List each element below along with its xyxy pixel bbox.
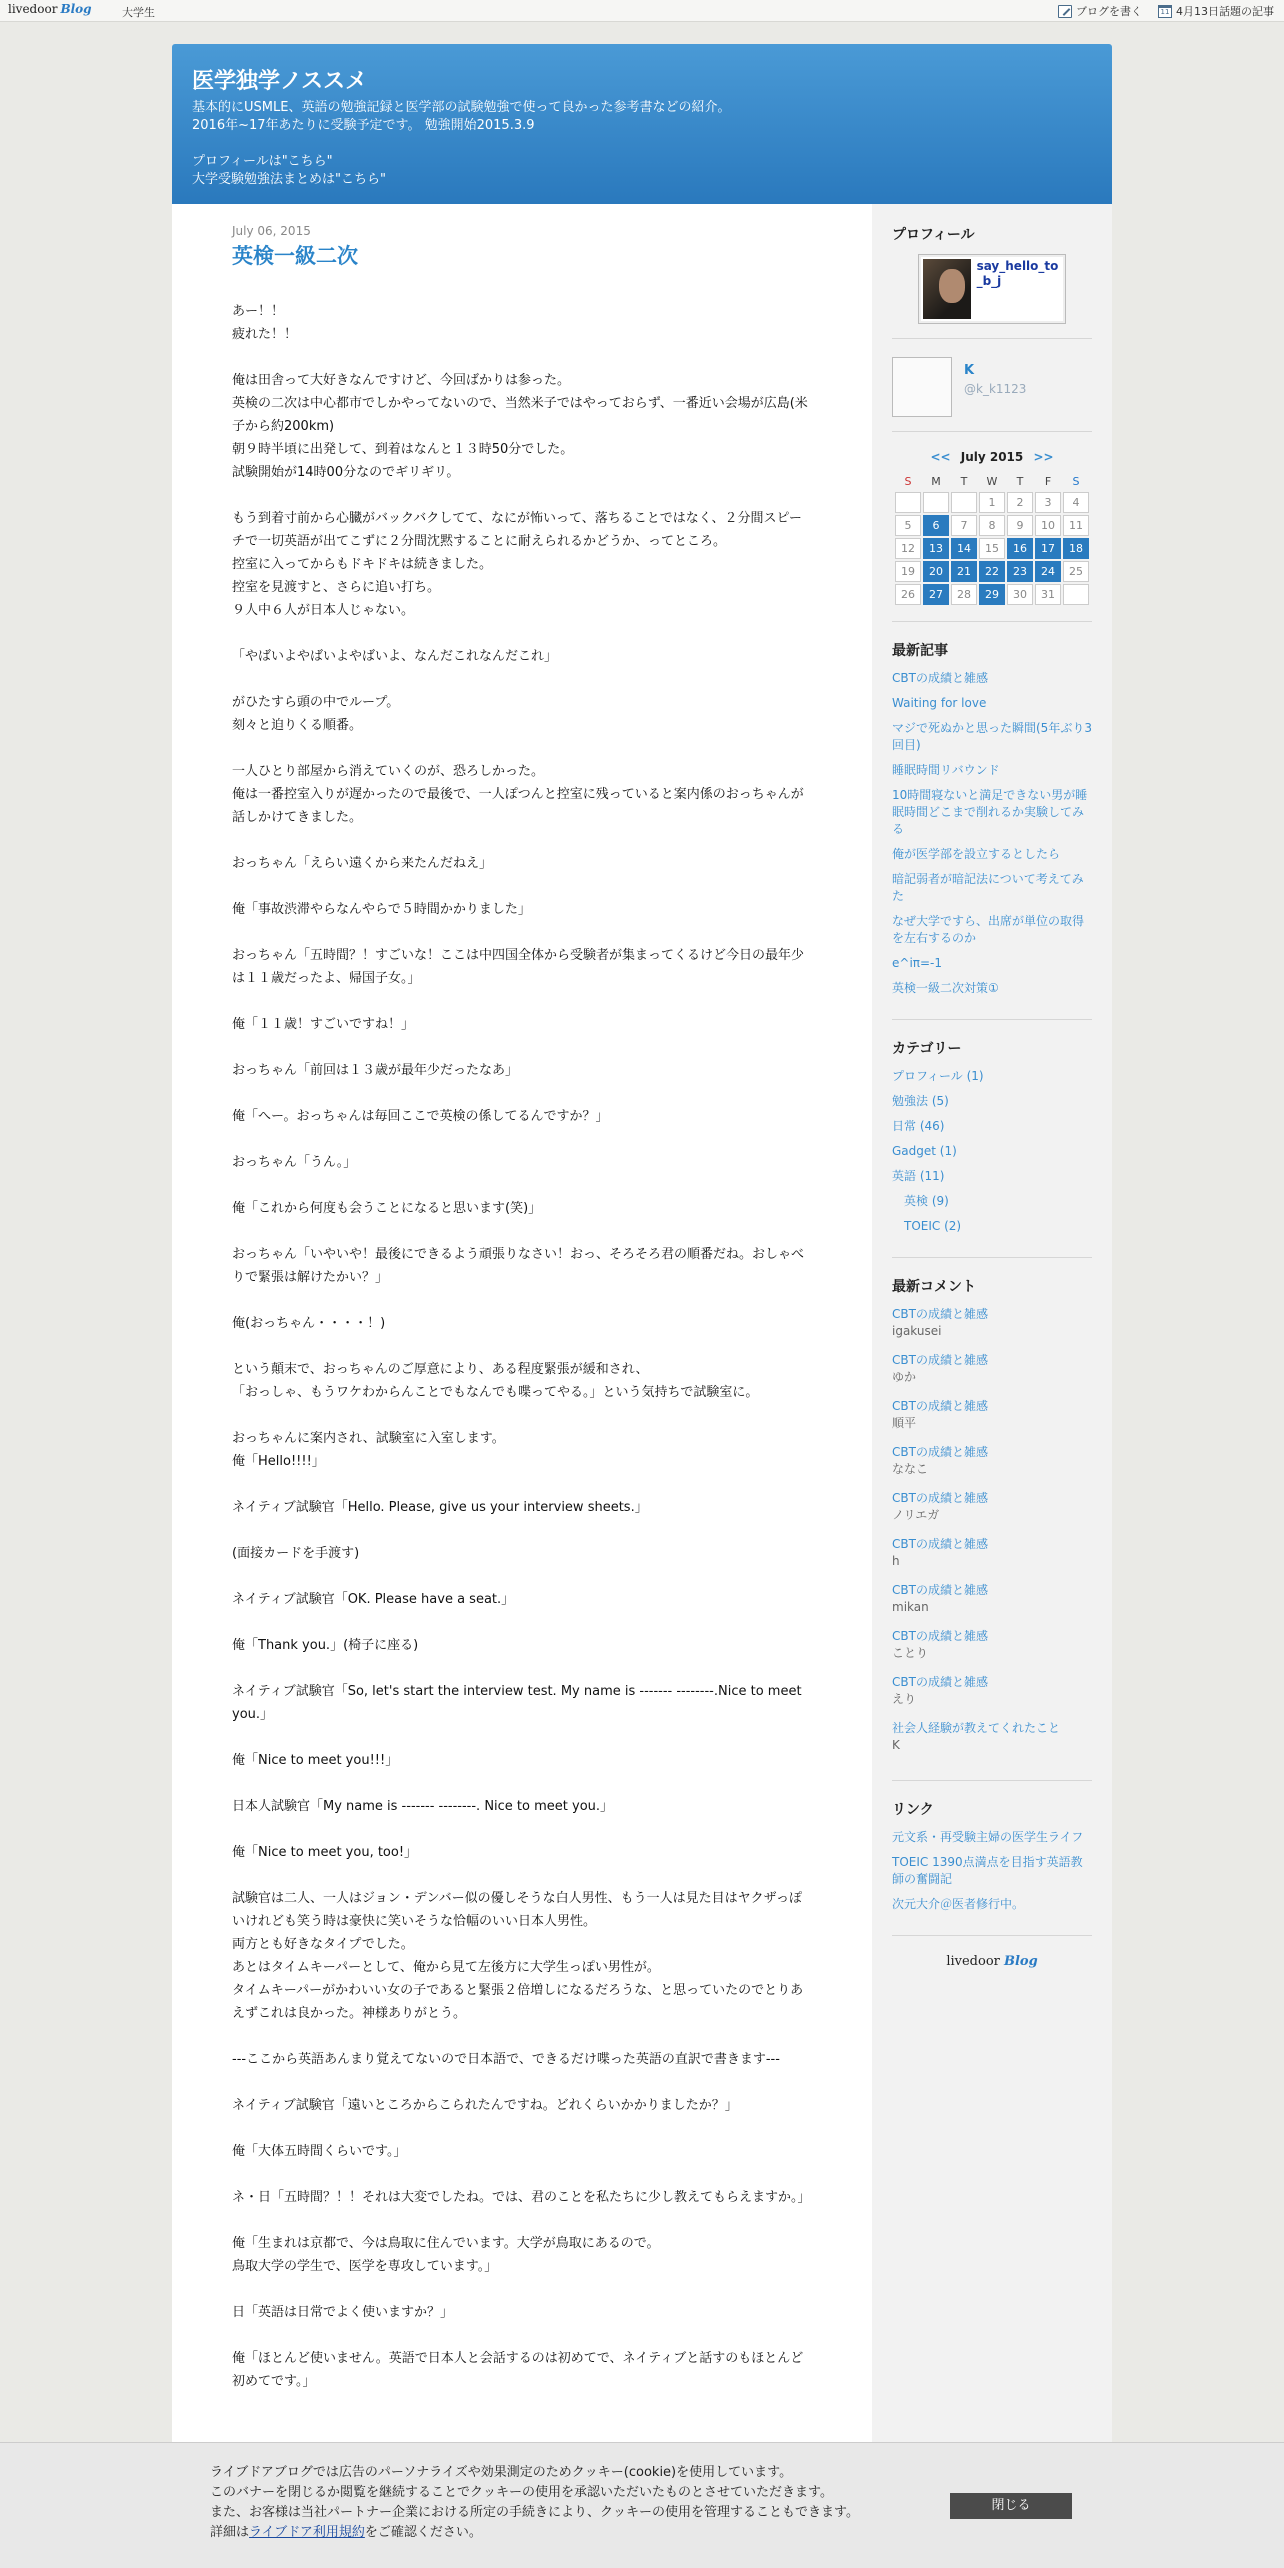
article-paragraph: 俺「１１歳！すごいですね！」 <box>232 1017 415 1032</box>
profile-card[interactable] <box>918 254 1066 324</box>
comment-author: 順平 <box>892 1416 917 1430</box>
article-paragraph: おっちゃん「五時間？！すごいな！ここは中四国全体から受験者が集まってくるけど今日の最年少は１１歳だったよ、帰国子女。」 <box>232 948 805 986</box>
article-paragraph: (面接カードを手渡す) <box>232 1546 360 1561</box>
article-paragraph: 日「英語は日常でよく使いますか？」 <box>232 2305 454 2320</box>
category-heading: カテゴリー <box>892 1041 962 1057</box>
links-section <box>892 1799 1092 1936</box>
topics-label: 4月13日話題の記事 <box>1176 5 1274 18</box>
comments-heading: 最新コメント <box>892 1279 976 1295</box>
header-desc-line: 基本的にUSMLE、英語の勉強記録と医学部の試験勉強で使って良かった参考書などの紹介。 <box>192 100 731 115</box>
calendar-day[interactable]: 6 <box>923 515 949 536</box>
footer-logo[interactable] <box>892 1954 1092 1969</box>
author-name[interactable]: K <box>964 363 975 378</box>
calendar-next-link[interactable]: >> <box>1033 450 1054 464</box>
article-paragraph: ネ・日「五時間？！！それは大変でしたね。では、君のことを私たちに少し教えてもらえますか。」 <box>232 2190 811 2205</box>
calendar-empty-cell <box>1063 584 1089 605</box>
category-section <box>892 1038 1092 1258</box>
calendar-empty-cell <box>895 492 921 513</box>
blog-description <box>192 99 1092 189</box>
comment-author: h <box>892 1554 900 1568</box>
recent-article-link[interactable]: e^iπ=-1 <box>892 956 943 970</box>
comment-author: igakusei <box>892 1324 942 1338</box>
calendar-week <box>895 561 1089 582</box>
calendar-day[interactable]: 14 <box>951 538 977 559</box>
recent-article-link[interactable]: 10時間寝ないと満足できない男が睡眠時間どこまで削れるか実験してみる <box>892 788 1088 836</box>
comment-author: ノリエガ <box>892 1508 940 1522</box>
terms-link[interactable]: ライブドア利用規約 <box>249 2525 365 2540</box>
article-paragraph: という顛末で、おっちゃんのご厚意により、ある程度緊張が緩和され、 「おっしゃ、もうワケわからんことでもなんでも喋ってやる。」という気持ちで試験室に。 <box>232 1362 759 1400</box>
cookie-detail-prefix: 詳細は <box>210 2525 250 2540</box>
category-link[interactable]: プロフィール (1) <box>892 1069 984 1083</box>
category-link[interactable]: 英検 (9) <box>904 1194 949 1208</box>
blog-header <box>172 44 1112 204</box>
profile-heading: プロフィール <box>892 227 975 243</box>
header-desc-line[interactable]: 大学受験勉強法まとめは"こちら" <box>192 172 386 187</box>
calendar-day: 25 <box>1063 561 1089 582</box>
cookie-banner <box>0 2442 1284 2568</box>
article-paragraph: 俺「これから何度も会うことになると思います(笑)」 <box>232 1201 542 1216</box>
profile-name[interactable]: say_hello_to_b_j <box>976 259 1059 288</box>
calendar-section <box>892 450 1092 622</box>
comment-article-link[interactable]: CBTの成績と雑感 <box>892 1537 988 1551</box>
external-link[interactable]: 次元大介＠医者修行中。 <box>892 1897 1025 1911</box>
logo-blog-text: Blog <box>60 2 92 16</box>
article-paragraph: 俺「Nice to meet you, too!」 <box>232 1845 418 1860</box>
cookie-detail <box>210 2523 930 2543</box>
calendar-day: 30 <box>1007 584 1033 605</box>
author-avatar[interactable] <box>892 357 952 417</box>
comment-author: K <box>892 1738 900 1752</box>
comment-author: えり <box>892 1692 917 1706</box>
external-link[interactable]: TOEIC 1390点満点を目指す英語教師の奮闘記 <box>892 1855 1083 1886</box>
article-title[interactable]: 英検一級二次 <box>232 244 358 268</box>
cookie-line: このバナーを閉じるか閲覧を継続することでクッキーの使用を承認いただいたものとさせていただきます。 <box>210 2485 833 2500</box>
article-paragraph: ---ここから英語あんまり覚えてないので日本語で、できるだけ喋った英語の直訳で書きます--- <box>232 2052 780 2067</box>
category-link[interactable]: Gadget (1) <box>892 1144 957 1158</box>
comment-author: ななこ <box>892 1462 929 1476</box>
blog-title[interactable]: 医学独学ノススメ <box>192 68 368 93</box>
calendar-weekday: S <box>904 474 912 488</box>
calendar-day[interactable]: 27 <box>923 584 949 605</box>
recent-heading: 最新記事 <box>892 643 948 659</box>
profile-section <box>892 224 1092 339</box>
category-link[interactable]: 英語 (11) <box>892 1169 945 1183</box>
article-paragraph: おっちゃん「前回は１３歳が最年少だったなあ」 <box>232 1063 519 1078</box>
article-paragraph: 日本人試験官「My name is ------- --------. Nice to meet you.」 <box>232 1799 614 1814</box>
calendar-day: 2 <box>1007 492 1033 513</box>
calendar-day: 4 <box>1063 492 1089 513</box>
article-paragraph: 俺「へー。おっちゃんは毎回ここで英検の係してるんですか？」 <box>232 1109 609 1124</box>
cookie-detail-suffix: をご確認ください。 <box>364 2525 482 2540</box>
article-paragraph: がひたすら頭の中でループ。 刻々と迫りくる順番。 <box>232 695 400 733</box>
calendar-month: July 2015 <box>960 450 1024 464</box>
article-paragraph: 俺「Nice to meet you!!!」 <box>232 1753 399 1768</box>
article-paragraph: 俺「事故渋滞やらなんやらで５時間かかりました」 <box>232 902 531 917</box>
links-heading: リンク <box>892 1802 934 1818</box>
calendar-day: 31 <box>1035 584 1061 605</box>
header-desc-line: 2016年~17年あたりに受験予定です。 勉強開始2015.3.9 <box>192 118 535 133</box>
article-paragraph: ネイティブ試験官「So, let's start the interview test. My name is ------- --------.Nice to meet you.」 <box>232 1684 802 1722</box>
recent-article-link[interactable]: なぜ大学ですら、出席が単位の取得を左右するのか <box>892 914 1085 945</box>
category-link[interactable]: 日常 (46) <box>892 1119 945 1133</box>
article-paragraph: 俺「生まれは京都で、今は鳥取に住んでいます。大学が鳥取にあるので。 鳥取大学の学生で、医学を専攻しています。」 <box>232 2236 660 2274</box>
topics-button[interactable] <box>1158 3 1274 19</box>
article-paragraph: もう到着寸前から心臓がバックバクしてて、なにが怖いって、落ちることではなく、２分間スピーチで一切英語が出てこずに２分間沈黙することに耐えられるかどうか、ってところ。 控室に入ってからもドキドキは続きました。 控室を見渡すと、さらに追い打ち。 ９人中６人が日本人じゃない。 <box>232 511 802 618</box>
recent-article-link[interactable]: Waiting for love <box>892 696 987 710</box>
cookie-line: ライブドアブログでは広告のパーソナライズや効果測定のためクッキー(cookie)を使用しています。 <box>210 2465 793 2480</box>
comment-article-link[interactable]: CBTの成績と雑感 <box>892 1629 988 1643</box>
calendar-day[interactable]: 29 <box>979 584 1005 605</box>
write-blog-button[interactable] <box>1058 3 1142 19</box>
article-paragraph: ネイティブ試験官「Hello. Please, give us your interview sheets.」 <box>232 1500 648 1515</box>
calendar-week <box>895 584 1089 605</box>
calendar-day[interactable]: 20 <box>923 561 949 582</box>
article-paragraph: 俺「大体五時間くらいです。」 <box>232 2144 407 2159</box>
pencil-icon <box>1058 5 1072 18</box>
article-paragraph: 「やばいよやばいよやばいよ、なんだこれなんだこれ」 <box>232 649 558 664</box>
calendar-day[interactable]: 17 <box>1035 538 1061 559</box>
recent-section <box>892 640 1092 1020</box>
recent-article-link[interactable]: CBTの成績と雑感 <box>892 671 988 685</box>
write-blog-label: ブログを書く <box>1076 5 1142 18</box>
calendar-weekday: T <box>960 474 968 488</box>
livedoor-logo[interactable] <box>8 2 92 16</box>
calendar-day: 26 <box>895 584 921 605</box>
recent-article-link[interactable]: 英検一級二次対策① <box>892 981 999 995</box>
calendar-empty-cell <box>951 492 977 513</box>
category-link[interactable]: TOEIC (2) <box>904 1219 962 1233</box>
calendar-day[interactable]: 23 <box>1007 561 1033 582</box>
article-date: July 06, 2015 <box>232 224 311 238</box>
recent-article-link[interactable]: 睡眠時間リバウンド <box>892 763 1000 777</box>
calendar-prev-link[interactable]: << <box>930 450 951 464</box>
category-link[interactable]: 勉強法 (5) <box>892 1094 949 1108</box>
calendar-day: 1 <box>979 492 1005 513</box>
category-link[interactable]: 大学生 <box>122 6 155 19</box>
calendar-day: 7 <box>951 515 977 536</box>
external-link[interactable]: 元文系・再受験主婦の医学生ライフ <box>892 1830 1084 1844</box>
topbar-actions <box>1058 3 1274 19</box>
article-paragraph: 俺「Thank you.」(椅子に座る) <box>232 1638 419 1653</box>
calendar-day: 15 <box>979 538 1005 559</box>
comment-article-link[interactable]: CBTの成績と雑感 <box>892 1491 988 1505</box>
calendar-day: 3 <box>1035 492 1061 513</box>
article-paragraph: おっちゃん「えらい遠くから来たんだねえ」 <box>232 856 493 871</box>
calendar-week <box>895 538 1089 559</box>
calendar-weekday: M <box>931 474 941 488</box>
article-paragraph: おっちゃん「いやいや！最後にできるよう頑張りなさい！おっ、そろそろ君の順番だね。おしゃべりで緊張は解けたかい？」 <box>232 1247 805 1285</box>
article-paragraph: 俺は田舎って大好きなんですけど、今回ばかりは参った。 英検の二次は中心都市でしかやってないので、当然米子ではやっておらず、一番近い会場が広島(米子から約200km) 朝９時半頃に出発して、到着はなんと１３時50分でした。 試験開始が14時00分なのでギリギリ。 <box>232 373 808 480</box>
calendar-weekday: F <box>1044 474 1052 488</box>
article <box>232 224 812 2416</box>
calendar-day: 19 <box>895 561 921 582</box>
calendar-empty-cell <box>923 492 949 513</box>
article-paragraph: おっちゃんに案内され、試験室に入室します。 俺「Hello!!!!」 <box>232 1431 505 1469</box>
calendar-weekday: W <box>986 474 998 488</box>
header-desc-line[interactable]: プロフィールは"こちら" <box>192 154 333 169</box>
sidebar <box>892 224 1092 1969</box>
avatar[interactable] <box>923 259 971 319</box>
article-paragraph: 試験官は二人、一人はジョン・デンバー似の優しそうな白人男性、もう一人は見た目はヤクザっぽいけれども笑う時は豪快に笑いそうな恰幅のいい日本人男性。 両方とも好きなタイプでした。 あとはタイムキーパーとして、俺から見て左後方に大学生っぽい男性が。 タイムキーパーがかわいい女の子であると緊張２倍増しになるだろうな、と思っていたのでとりあえずこれは良かった。神様ありがとう。 <box>232 1891 804 2021</box>
recent-article-link[interactable]: 俺が医学部を設立するとしたら <box>892 847 1061 861</box>
calendar-day: 5 <box>895 515 921 536</box>
calendar-day: 10 <box>1035 515 1061 536</box>
footer-logo-blog: Blog <box>1004 1954 1038 1969</box>
comment-author: ことり <box>892 1646 929 1660</box>
comments-section <box>892 1276 1092 1781</box>
calendar-weekday: S <box>1072 474 1080 488</box>
article-paragraph: おっちゃん「うん。」 <box>232 1155 357 1170</box>
calendar-day[interactable]: 22 <box>979 561 1005 582</box>
logo-text: livedoor <box>8 2 58 16</box>
article-paragraph: 俺「ほとんど使いません。英語で日本人と会話するのは初めてで、ネイティブと話すのもほとんど初めてです。」 <box>232 2351 804 2389</box>
calendar-day[interactable]: 21 <box>951 561 977 582</box>
calendar-day: 28 <box>951 584 977 605</box>
calendar-day[interactable]: 13 <box>923 538 949 559</box>
comment-article-link[interactable]: CBTの成績と雑感 <box>892 1675 988 1689</box>
article-paragraph: ネイティブ試験官「OK. Please have a seat.」 <box>232 1592 515 1607</box>
calendar-day[interactable]: 18 <box>1063 538 1089 559</box>
author-id[interactable]: @k_k1123 <box>964 382 1027 396</box>
calendar-day: 9 <box>1007 515 1033 536</box>
author-section <box>892 357 1092 432</box>
calendar-week <box>895 492 1089 513</box>
calendar-table <box>893 470 1091 607</box>
calendar-day[interactable]: 16 <box>1007 538 1033 559</box>
cookie-line: また、お客様は当社パートナー企業における所定の手続きにより、クッキーの使用を管理することもできます。 <box>210 2505 859 2520</box>
calendar-day: 8 <box>979 515 1005 536</box>
comment-article-link[interactable]: CBTの成績と雑感 <box>892 1583 988 1597</box>
cookie-text <box>210 2463 930 2543</box>
cookie-close-button[interactable]: 閉じる <box>950 2493 1072 2519</box>
article-paragraph: 一人ひとり部屋から消えていくのが、恐ろしかった。 俺は一番控室入りが遅かったので最後で、一人ぽつんと控室に残っていると案内係のおっちゃんが話しかけてきました。 <box>232 764 804 825</box>
calendar-day: 11 <box>1063 515 1089 536</box>
calendar-icon: 11 <box>1158 5 1172 18</box>
comment-article-link[interactable]: CBTの成績と雑感 <box>892 1399 988 1413</box>
article-paragraph: 俺(おっちゃん・・・・！) <box>232 1316 386 1331</box>
comment-author: mikan <box>892 1600 929 1614</box>
calendar-day: 12 <box>895 538 921 559</box>
content-frame <box>172 204 1112 2534</box>
comment-article-link[interactable]: CBTの成績と雑感 <box>892 1353 988 1367</box>
header-desc-line <box>192 135 1092 153</box>
comment-author: ゆか <box>892 1370 917 1384</box>
article-paragraph: あー！！ 疲れた！！ <box>232 304 298 342</box>
top-bar <box>0 0 1284 22</box>
recent-article-link[interactable]: 暗記弱者が暗記法について考えてみた <box>892 872 1084 903</box>
calendar-day[interactable]: 24 <box>1035 561 1061 582</box>
article-paragraph: ネイティブ試験官「遠いところからこられたんですね。どれくらいかかりましたか？」 <box>232 2098 738 2113</box>
footer-logo-text: livedoor <box>946 1954 1000 1969</box>
calendar-week <box>895 515 1089 536</box>
calendar-header <box>892 450 1092 464</box>
article-body <box>232 300 812 2393</box>
comment-article-link[interactable]: CBTの成績と雑感 <box>892 1445 988 1459</box>
comment-article-link[interactable]: 社会人経験が教えてくれたこと <box>892 1721 1061 1735</box>
recent-article-link[interactable]: マジで死ぬかと思った瞬間(5年ぶり3回目) <box>892 721 1092 752</box>
comment-article-link[interactable]: CBTの成績と雑感 <box>892 1307 988 1321</box>
calendar-weekday: T <box>1016 474 1024 488</box>
